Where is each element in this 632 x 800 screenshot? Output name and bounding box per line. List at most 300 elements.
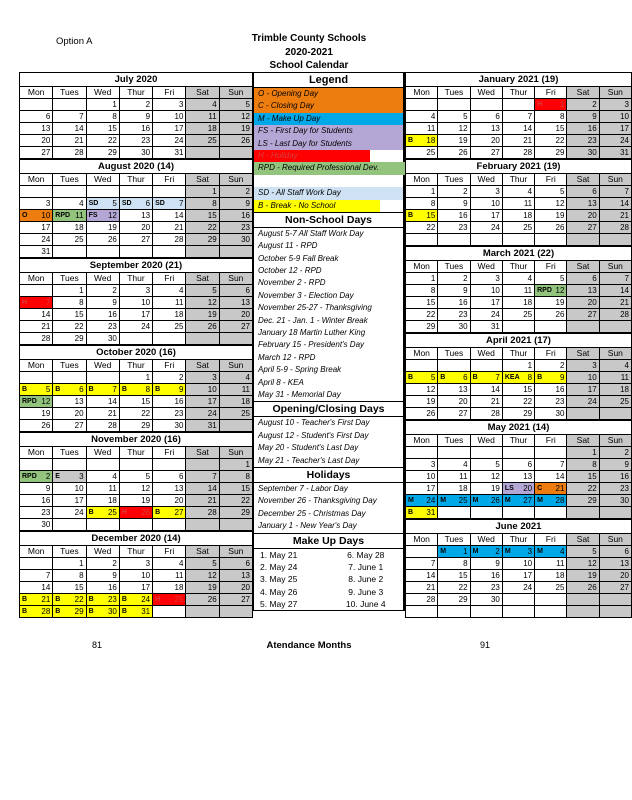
day-cell-2: 2 <box>86 285 119 297</box>
week-row <box>406 147 632 159</box>
day-cell-23: 23 <box>438 222 470 234</box>
month-table <box>19 272 253 345</box>
day-cell-26: 26 <box>535 222 567 234</box>
day-cell-18: 18 <box>186 123 219 135</box>
day-cell-empty <box>186 246 219 258</box>
day-cell-23: 23 <box>20 507 53 519</box>
day-tag: B <box>155 509 161 516</box>
week-row <box>20 408 253 420</box>
day-cell-empty <box>535 594 567 606</box>
week-row <box>406 558 632 570</box>
day-cell-empty <box>186 147 219 159</box>
months-column-right <box>405 72 629 618</box>
day-cell-5: 5 <box>186 558 219 570</box>
day-cell-16: 16 <box>438 297 470 309</box>
opening-closing-days-list <box>254 417 403 467</box>
day-cell-13: 13 <box>153 483 186 495</box>
week-row <box>406 570 632 582</box>
day-cell-29: 29 <box>186 234 219 246</box>
day-cell-4: 4 <box>502 273 534 285</box>
day-cell-21: C 21 <box>535 483 567 495</box>
day-cell-empty <box>406 234 438 246</box>
day-cell-28: 28 <box>86 420 119 432</box>
day-cell-22: 22 <box>86 135 119 147</box>
day-cell-5: 5 <box>186 285 219 297</box>
day-tag: SD <box>88 200 99 207</box>
week-row <box>20 321 253 333</box>
day-cell-11: 11 <box>502 285 534 297</box>
weekday-header-mon: Mon <box>406 435 438 447</box>
month-table <box>405 86 632 159</box>
weekday-header-row <box>406 261 632 273</box>
day-cell-8: 8 <box>535 111 567 123</box>
day-cell-4: 4 <box>599 360 631 372</box>
day-cell-empty <box>406 606 438 618</box>
weekday-header-wed: Wed <box>86 360 119 372</box>
week-row <box>20 309 253 321</box>
day-cell-27: 27 <box>20 147 53 159</box>
make-up-days-title: Make Up Days <box>254 533 403 549</box>
day-tag: M <box>440 497 447 504</box>
day-cell-empty <box>53 246 86 258</box>
day-cell-12: 12 <box>219 111 252 123</box>
day-cell-empty <box>502 234 534 246</box>
day-cell-21: 21 <box>20 321 53 333</box>
day-cell-13: 13 <box>438 384 470 396</box>
day-cell-1: H 1 <box>535 99 567 111</box>
day-cell-4: 4 <box>406 111 438 123</box>
day-cell-empty <box>186 519 219 531</box>
week-row <box>20 582 253 594</box>
day-tag: SD <box>155 200 165 207</box>
legend-entry: RPD - Required Professional Dev. <box>254 162 407 174</box>
day-cell-25: M 25 <box>438 495 470 507</box>
day-cell-7: SD 7 <box>153 198 186 210</box>
day-cell-20: 20 <box>119 222 152 234</box>
day-cell-empty <box>20 372 53 384</box>
day-cell-12: 12 <box>186 570 219 582</box>
day-cell-14: 14 <box>20 582 53 594</box>
day-cell-16: 16 <box>86 309 119 321</box>
day-cell-19: 19 <box>119 495 152 507</box>
day-cell-10: 10 <box>567 372 599 384</box>
day-tag: B <box>408 509 414 516</box>
weekday-header-fri: Fri <box>153 360 186 372</box>
month-table <box>405 347 632 420</box>
holiday-item: December 25 - Christmas Day <box>258 508 366 518</box>
day-cell-29: 29 <box>53 333 86 345</box>
day-cell-24: 24 <box>502 582 534 594</box>
week-row <box>406 483 632 495</box>
week-row <box>20 111 253 123</box>
day-cell-2: 2 <box>219 186 252 198</box>
day-cell-9: B 9 <box>153 384 186 396</box>
weekday-header-thur: Thur <box>119 273 152 285</box>
day-cell-11: 11 <box>186 111 219 123</box>
day-cell-20: 20 <box>219 582 252 594</box>
day-cell-17: 17 <box>599 123 631 135</box>
month-block <box>405 72 632 159</box>
week-row <box>20 210 253 222</box>
day-cell-14: 14 <box>599 285 631 297</box>
day-cell-27: 27 <box>599 582 631 594</box>
day-cell-21: 21 <box>53 135 86 147</box>
day-cell-23: 23 <box>567 135 599 147</box>
week-row <box>20 507 253 519</box>
make-up-day-item: 6. May 28 <box>347 549 385 560</box>
week-row <box>406 384 632 396</box>
non-school-day-item: March 12 - RPD <box>258 352 316 362</box>
day-cell-15: B 15 <box>406 210 438 222</box>
week-row <box>20 222 253 234</box>
week-row <box>406 99 632 111</box>
weekday-header-fri: Fri <box>153 87 186 99</box>
non-school-day-item: Dec. 21 - Jan. 1 - Winter Break <box>258 315 368 325</box>
month-caption: January 2021 (19) <box>405 72 632 86</box>
holidays-title: Holidays <box>254 467 403 483</box>
day-cell-8: 8 <box>406 198 438 210</box>
day-cell-6: 6 <box>567 273 599 285</box>
day-cell-19: 19 <box>406 396 438 408</box>
day-cell-12: 12 <box>438 123 470 135</box>
day-cell-empty <box>219 147 252 159</box>
months-right-inner <box>405 72 632 618</box>
day-cell-13: 13 <box>502 471 534 483</box>
weekday-header-row <box>20 447 253 459</box>
weekday-header-wed: Wed <box>86 546 119 558</box>
day-cell-5: 5 <box>119 471 152 483</box>
attendance-count-left: 81 <box>92 640 103 650</box>
day-cell-3: 3 <box>470 186 502 198</box>
day-cell-28: 28 <box>186 507 219 519</box>
weekday-header-sun: Sun <box>599 435 631 447</box>
day-cell-26: 26 <box>535 309 567 321</box>
day-cell-10: 10 <box>502 558 534 570</box>
weekday-header-fri: Fri <box>153 447 186 459</box>
day-cell-19: 19 <box>186 582 219 594</box>
month-caption: September 2020 (21) <box>19 258 253 272</box>
day-cell-15: 15 <box>53 309 86 321</box>
day-cell-12: 12 <box>535 198 567 210</box>
day-cell-15: 15 <box>567 471 599 483</box>
day-cell-6: 6 <box>219 558 252 570</box>
weekday-header-fri: Fri <box>535 534 567 546</box>
day-cell-7: 7 <box>599 273 631 285</box>
day-cell-empty <box>470 447 502 459</box>
day-cell-27: 27 <box>567 222 599 234</box>
day-cell-empty <box>535 447 567 459</box>
non-school-day-item: January 18 Martin Luther King <box>258 328 366 338</box>
day-tag: B <box>121 386 127 393</box>
weekday-header-sat: Sat <box>186 174 219 186</box>
day-cell-empty <box>153 519 186 531</box>
day-cell-27: B 27 <box>153 507 186 519</box>
day-tag: H <box>537 101 543 108</box>
day-tag: KEA <box>504 374 520 381</box>
day-cell-1: 1 <box>567 447 599 459</box>
day-cell-5: B 5 <box>20 384 53 396</box>
make-up-day-item: 10. June 4 <box>345 599 386 610</box>
opening-closing-day-item: August 10 - Teacher's First Day <box>258 418 370 428</box>
week-row <box>20 99 253 111</box>
day-cell-4: 4 <box>502 186 534 198</box>
day-cell-21: 21 <box>186 495 219 507</box>
day-cell-24: 24 <box>567 396 599 408</box>
day-cell-4: 4 <box>438 459 470 471</box>
weekday-header-row <box>406 435 632 447</box>
month-block <box>405 159 632 246</box>
day-cell-14: 14 <box>186 483 219 495</box>
day-cell-10: 10 <box>153 111 186 123</box>
day-tag: B <box>155 386 161 393</box>
day-cell-20: 20 <box>470 135 502 147</box>
day-cell-empty <box>20 99 53 111</box>
day-cell-7: 7 <box>406 558 438 570</box>
day-cell-empty <box>53 519 86 531</box>
day-cell-2: 2 <box>567 99 599 111</box>
day-cell-empty <box>219 246 252 258</box>
month-caption: August 2020 (14) <box>19 159 253 173</box>
footer <box>0 640 618 660</box>
week-row <box>20 297 253 309</box>
day-cell-21: 21 <box>502 135 534 147</box>
day-cell-3: 3 <box>470 273 502 285</box>
opening-closing-day-item: August 12 - Student's First Day <box>258 430 369 440</box>
day-cell-12: 12 <box>406 384 438 396</box>
day-cell-21: 21 <box>153 222 186 234</box>
day-cell-30: 30 <box>438 321 470 333</box>
weekday-header-mon: Mon <box>20 546 53 558</box>
weekday-header-thur: Thur <box>119 360 152 372</box>
day-cell-1: 1 <box>119 372 152 384</box>
weekday-header-tues: Tues <box>438 87 470 99</box>
month-table <box>19 86 253 159</box>
weekday-header-sun: Sun <box>599 348 631 360</box>
weekday-header-wed: Wed <box>470 534 502 546</box>
day-cell-1: 1 <box>186 186 219 198</box>
day-tag: M <box>408 497 414 504</box>
non-school-day-item: August 11 - RPD <box>258 241 318 251</box>
day-cell-22: 22 <box>502 396 534 408</box>
legend-entry: FS - First Day for Students <box>254 125 403 137</box>
day-cell-empty <box>535 606 567 618</box>
day-cell-25: H 25 <box>153 594 186 606</box>
month-block <box>19 159 253 258</box>
weekday-header-mon: Mon <box>20 273 53 285</box>
weekday-header-wed: Wed <box>86 447 119 459</box>
day-cell-12: RPD 12 <box>535 285 567 297</box>
day-cell-empty <box>86 459 119 471</box>
weekday-header-wed: Wed <box>86 273 119 285</box>
holidays-list <box>254 483 403 533</box>
day-cell-5: 5 <box>219 99 252 111</box>
day-cell-empty <box>153 186 186 198</box>
day-cell-19: 19 <box>535 210 567 222</box>
day-cell-empty <box>567 507 599 519</box>
legend-entry: O - Opening Day <box>254 88 403 100</box>
day-cell-23: 23 <box>535 396 567 408</box>
weekday-header-fri: Fri <box>535 174 567 186</box>
day-tag: E <box>55 473 60 480</box>
day-cell-16: 16 <box>535 384 567 396</box>
day-cell-26: H 26 <box>119 507 152 519</box>
day-cell-22: B 22 <box>53 594 86 606</box>
day-cell-9: 9 <box>470 558 502 570</box>
day-cell-13: 13 <box>567 198 599 210</box>
holiday-item: January 1 - New Year's Day <box>258 521 357 531</box>
weekday-header-sun: Sun <box>219 174 252 186</box>
day-cell-19: 19 <box>219 123 252 135</box>
day-cell-empty <box>567 408 599 420</box>
weekday-header-fri: Fri <box>153 174 186 186</box>
day-cell-16: 16 <box>438 210 470 222</box>
week-row <box>20 135 253 147</box>
day-cell-6: 6 <box>219 285 252 297</box>
day-cell-2: 2 <box>86 558 119 570</box>
day-cell-17: 17 <box>119 582 152 594</box>
day-tag: M <box>440 548 447 555</box>
day-cell-empty <box>438 447 470 459</box>
weekday-header-sun: Sun <box>219 546 252 558</box>
make-up-day-item: 5. May 27 <box>260 599 298 610</box>
day-cell-17: 17 <box>567 384 599 396</box>
weekday-header-sat: Sat <box>567 534 599 546</box>
day-cell-empty <box>567 606 599 618</box>
day-tag: B <box>121 596 127 603</box>
make-up-day-item: 7. June 1 <box>348 561 384 572</box>
make-up-days-list <box>254 549 403 611</box>
non-school-day-item: February 15 - President's Day <box>258 340 365 350</box>
day-cell-5: 5 <box>438 111 470 123</box>
day-cell-14: 14 <box>20 309 53 321</box>
day-cell-28: B 28 <box>20 606 53 618</box>
day-tag: B <box>22 596 28 603</box>
day-cell-empty <box>20 285 53 297</box>
day-cell-15: 15 <box>119 396 152 408</box>
month-table <box>19 173 253 258</box>
day-cell-24: B 24 <box>119 594 152 606</box>
week-row <box>20 420 253 432</box>
day-cell-empty <box>219 333 252 345</box>
day-cell-empty <box>406 360 438 372</box>
day-cell-25: B 25 <box>86 507 119 519</box>
day-tag: B <box>121 608 127 615</box>
day-cell-14: 14 <box>502 123 534 135</box>
day-cell-7: 7 <box>535 459 567 471</box>
day-cell-6: 6 <box>599 546 631 558</box>
day-cell-5: 5 <box>470 459 502 471</box>
day-cell-2: 2 <box>438 273 470 285</box>
week-row <box>20 396 253 408</box>
day-cell-16: 16 <box>153 396 186 408</box>
month-block <box>405 333 632 420</box>
day-cell-28: 28 <box>153 234 186 246</box>
day-tag: B <box>88 608 94 615</box>
day-cell-18: 18 <box>502 297 534 309</box>
week-row <box>406 135 632 147</box>
day-cell-empty <box>86 186 119 198</box>
day-cell-9: 9 <box>86 297 119 309</box>
day-cell-19: 19 <box>567 570 599 582</box>
day-cell-26: 26 <box>567 582 599 594</box>
weekday-header-fri: Fri <box>535 87 567 99</box>
month-block <box>405 246 632 333</box>
day-cell-16: 16 <box>567 123 599 135</box>
weekday-header-sun: Sun <box>599 174 631 186</box>
day-cell-26: 26 <box>186 594 219 606</box>
day-cell-empty <box>567 594 599 606</box>
day-cell-8: 8 <box>438 558 470 570</box>
weekday-header-fri: Fri <box>153 546 186 558</box>
day-tag: M <box>537 548 543 555</box>
day-cell-22: 22 <box>438 582 470 594</box>
day-cell-17: 17 <box>470 297 502 309</box>
day-cell-18: 18 <box>153 582 186 594</box>
day-cell-3: 3 <box>186 372 219 384</box>
day-cell-empty <box>53 372 86 384</box>
day-cell-11: 11 <box>219 384 252 396</box>
weekday-header-row <box>20 546 253 558</box>
week-row <box>406 408 632 420</box>
day-cell-2: RPD 2 <box>20 471 53 483</box>
day-cell-empty <box>406 546 438 558</box>
day-cell-empty <box>470 99 502 111</box>
day-cell-1: 1 <box>86 99 119 111</box>
week-row <box>406 360 632 372</box>
weekday-header-sat: Sat <box>186 447 219 459</box>
day-cell-23: 23 <box>86 321 119 333</box>
day-cell-25: 25 <box>535 582 567 594</box>
day-cell-6: 6 <box>20 111 53 123</box>
day-tag: RPD <box>55 212 71 219</box>
day-cell-7: 7 <box>599 186 631 198</box>
week-row <box>406 186 632 198</box>
day-cell-6: 6 <box>567 186 599 198</box>
day-cell-empty <box>438 99 470 111</box>
day-cell-29: 29 <box>219 507 252 519</box>
opening-closing-days-title: Opening/Closing Days <box>254 401 403 417</box>
week-row <box>20 372 253 384</box>
day-cell-empty <box>86 372 119 384</box>
week-row <box>406 198 632 210</box>
legend-entry: H - Holiday <box>254 150 370 162</box>
day-cell-19: 19 <box>535 297 567 309</box>
day-cell-4: 4 <box>219 372 252 384</box>
weekday-header-wed: Wed <box>86 87 119 99</box>
day-cell-25: 25 <box>599 396 631 408</box>
day-cell-13: 13 <box>567 285 599 297</box>
make-up-day-item: 2. May 24 <box>260 561 298 572</box>
day-cell-17: 17 <box>20 222 53 234</box>
day-cell-27: 27 <box>567 309 599 321</box>
day-cell-12: FS 12 <box>86 210 119 222</box>
week-row <box>406 222 632 234</box>
day-tag: RPD <box>22 398 37 405</box>
month-caption: October 2020 (16) <box>19 345 253 359</box>
day-cell-7: B 7 <box>86 384 119 396</box>
weekday-header-sat: Sat <box>567 261 599 273</box>
legend-entry: LS - Last Day for Students <box>254 138 403 150</box>
day-cell-20: 20 <box>153 495 186 507</box>
day-cell-empty <box>502 507 534 519</box>
day-cell-empty <box>599 408 631 420</box>
day-cell-empty <box>502 321 534 333</box>
day-cell-28: 28 <box>406 594 438 606</box>
day-cell-21: 21 <box>86 408 119 420</box>
day-cell-empty <box>567 321 599 333</box>
day-cell-17: 17 <box>153 123 186 135</box>
holiday-item: September 7 - Labor Day <box>258 483 348 493</box>
